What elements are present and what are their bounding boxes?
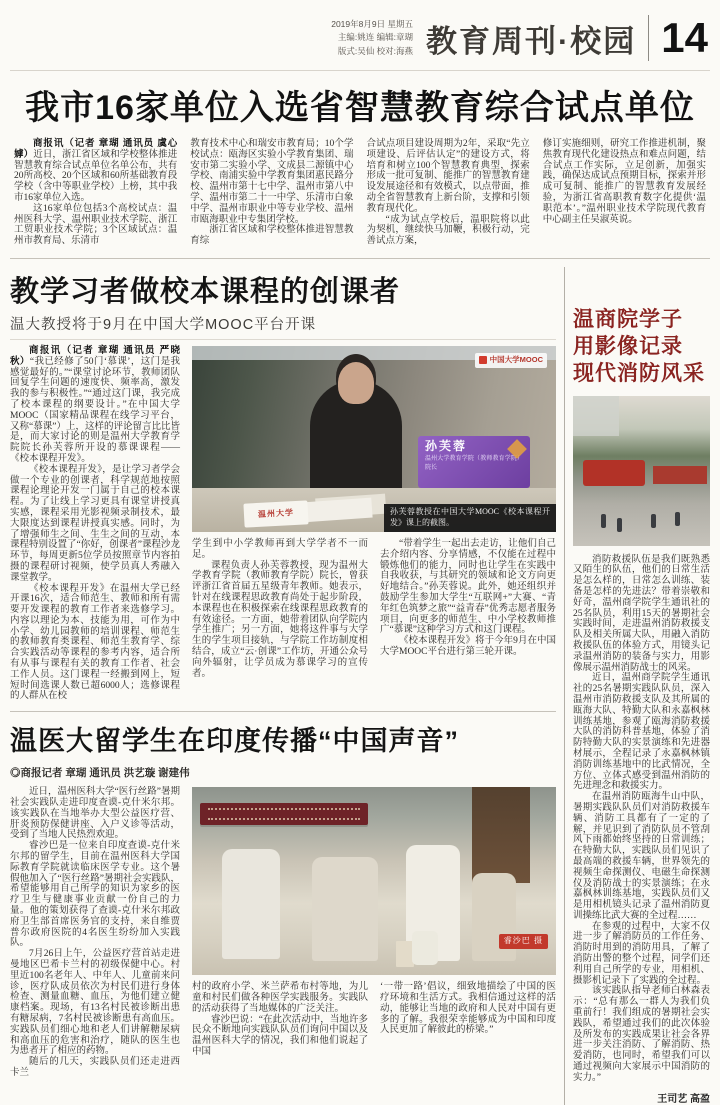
article3-column-1: 近日，温州医科大学“医行丝路”暑期社会实践队走进印度查谟-克什米尔邦。该实践队在当地举办大型公益医疗营、肝炎预防保健讲座、入户义诊等活动，受到了当地人民热烈欢迎。 睿沙巴是一位来自印度查谟-克什米尔邦的留学生，目前在温州医科大学国际教育学院就读临床医学专业。这个暑假他加入了“医行丝路”暑期社会实践队，希望能够用自己所学的知识为家乡的医疗卫生与健康事业贡献一份自己的力量。他的策划获得了查谟-克什米尔邦政府卫生部首席医务官的支持，来自维贾普尔政府医院的4名医生纷纷加入实践队。 7月26日上午，公益医疗营首站走进曼地区巴希卡兰村的初级保健中心。村里近100名老年人、中年人、儿童前来问诊，医疗队成员依次为村民们进行身体检查、测量血糖、血压，为他们建立健康档案。现场，有13名村民被诊断出患有糖尿病，7名村民被诊断患有高血压。实践队员们细心地和老人们讲解糖尿病和高血压的危害和治疗，随队的医生也为患者开了相应的药物。 随后的几天，实践队员们还走进西卡兰: [10, 787, 180, 1078]
patient-figure: [312, 857, 378, 961]
article2-right: [192, 346, 556, 702]
firefighter-figure: [617, 518, 622, 532]
article-mooc-course: [10, 267, 556, 702]
speaker-title: 温州大学教育学院（教师教育学院）院长: [425, 455, 523, 471]
article3-body: [10, 787, 556, 1079]
article1-column-1: 商报讯（记者 章瑚 通讯员 虞心嫭）近日，浙江省区域和学校整体推进智慧教育综合试点单位名单公布，共有20所高校、20个区域和60所基础教育段学校（含中等职业学校）上榜，其中我市16家单位入选。 这16家单位包括3个高校试点：温州医科大学、温州职业技术学院、浙江工贸职业技术学院；3个区域试点：温州市教育局、乐清市: [14, 139, 178, 247]
article2-column-3: “带着学生一起出去走访，让他们自己去介绍内容、分享情感，不仅能在过程中锻炼他们的能力，同时也让学生在实践中自我收获，与其研究的领域和论文方向更好地结合。”孙芙蓉说。此外，她还组织并鼓励学生参加大学生“互联网+”大赛、“青年红色筑梦之旅”“益青春”优秀志愿者服务项目，向更多的师范生、中小学校教师推广“慕课”这种学习方式和这门课程。 《校本课程开发》将于今年9月在中国大学MOOC平台进行第三轮开课。: [380, 538, 556, 657]
section-masthead: 教育周刊·校园: [425, 23, 637, 59]
article-india-medical: [10, 719, 556, 1079]
mooc-logo-icon: [479, 356, 487, 364]
staff-line-editors: 主编:姚连 编辑:章瑚: [337, 32, 413, 43]
article3-right: [192, 787, 556, 1079]
article2-photo-mooc-screenshot: [192, 346, 556, 532]
main-left-column: [10, 267, 556, 1105]
article2-headline: 教学习者做校本课程的创课者: [10, 275, 401, 308]
lead-credit: （记者 章瑚 通讯员 虞心嫭）: [14, 139, 178, 160]
article2-lower-columns: [192, 539, 556, 679]
firefighter-figure: [675, 512, 680, 526]
staff-line-layout: 版式:吴仙 校对:海燕: [337, 45, 413, 56]
article1-column-4: 修订实施细则，研究工作推进机制，聚焦教育现代化建设热点和难点问题，结合试点工作实际，立足创新，加强实践，确保达成试点预期目标，探索并形成可复制、能推广的智慧教育发展经验，为浙江省高职教育数字化提供‘温职范本’。”温州职业技术学院现代教育中心副主任吴淑英说。: [542, 139, 706, 225]
building: [573, 396, 619, 436]
sidebar-byline: 王司艺 高盈: [657, 1093, 710, 1105]
page-header: [10, 0, 710, 71]
article3-headline: 温医大留学生在印度传播“中国声音”: [10, 726, 459, 757]
article-rule: [10, 711, 556, 712]
article3-column-2: 村的政府小学、米兰萨希布村等地，为儿童和村民们做各种医学实践服务。实践队的活动获得了当地媒体的广泛关注。 睿沙巴说：“在此次活动中，当地许多民众不断地向实践队队员们询问中国以及温州医科大学的情况，我们和他们说起了中国: [192, 982, 368, 1058]
fire-truck: [583, 460, 645, 486]
photo-caption: 孙芙蓉教授在中国大学MOOC《校本课程开发》课上的截图。: [384, 504, 556, 532]
lead-label: 商报讯: [33, 139, 65, 149]
mooc-logo-text: 中国大学MOOC: [489, 354, 543, 364]
article2-column-2: 学生到中小学教师再到大学学者不一而足。 课程负责人孙芙蓉教授，现为温州大学教育学院（教师教育学院）院长，曾获评浙江省首届五星级青年教师。她表示，针对在线课程思政教育尚处于起步阶段，本课程也在积极探索在线课程思政教育的有效途径。一方面，她带着团队向学院内学生推广；另一方面，她将这件事与大学生的学生项目接轨，与学院工作坊制度相结合，成立“云·创课”工作坊，开通公众号向外辐射，让学员成为慕课学习的宣传者。: [192, 538, 368, 679]
medicine-jar: [412, 931, 438, 965]
article2-body: [10, 346, 556, 702]
article1-headline: 我市16家单位入选省智慧教育综合试点单位: [25, 89, 695, 127]
article3-column-3: ‘一带一路’倡议，细致地描绘了中国的医疗环境和生活方式。我相信通过这样的活动，能够让当地的政府和人民对中国有更多的了解。我很荣幸能够成为中国和印度人民更加了解彼此的桥梁。”: [380, 982, 556, 1036]
sidebar-photo-fire-drill: [573, 396, 710, 546]
article-smart-education: [10, 80, 710, 258]
publication-info: [331, 18, 413, 58]
firefighter-figure: [601, 514, 606, 528]
header-divider: [648, 15, 649, 61]
doorway: [472, 787, 530, 883]
sidebar-title: 温商院学子 用影像记录 现代消防风采: [573, 307, 705, 385]
article1-column-3: 合试点项目建设周期为2年，采取“先立项建设、后评估认定”的建设方式，将培育和树立100个智慧教育典型，探索形成一批可复制、能推广的智慧教育建设发展途径和有效模式，以点带面，推动全省智慧教育上新台阶，支撑和引领教育现代化。 “成为试点学校后，温职院将以此为契机，继续快马加鞭，积极行动，完善试点方案，: [366, 139, 530, 247]
page-number: 14: [661, 14, 708, 61]
photo-credit: 睿沙巴 摄: [499, 934, 548, 949]
subhead-rule: [10, 339, 556, 340]
date-line: 2019年8月9日 星期五: [331, 19, 413, 30]
sidebar-body: 消防救援队伍是我们既熟悉又陌生的队伍，他们的日常生活是怎么样的，日常怎么训练、装备是怎样的先进法？带着崇敬和好奇，温州商学院学生通讯社的25名队员，利用15天的暑期社会实践时间，走进温州消防救援支队及相关所属大队，用融入消防救援队伍的体验方式，用镜头记录温州消防的装备与实力，用影像展示温州消防战士的风采。 近日，温州商学院学生通讯社的25名暑期实践队队员，深入温州市消防救援支队及其所属的瓯海大队、特勤大队和永嘉枫林训练基地，参观了瓯海消防救援大队的消防科普基地，体验了消防特勤大队的实景演练和先进器材展示，全程记录了永嘉枫林镇消防训练基地中的比武情况，全方位、立体式感受到温州消防的先进理念和救援实力。 在温州消防瓯海牛山中队，暑期实践队队员们对消防救援车辆、消防工具都有了一定的了解，并见识到了消防队员不管刮风下雨都始终坚持的日常训练；在特勤大队，实践队员们见识了最高端的救援车辆，世界领先的视频生命探测仪、电磁生命探测仪及消防战士的实景演练；在永嘉枫林训练基地，实践队员们又是用相机镜头记录了温州消防夏训操练比武大赛的全过程…… 在参观的过程中，大家不仅进一步了解消防员的工作任务、消防时用到的消防用具，了解了消防出警的整个过程，同学们还利用自己所学的专业，用相机、摄影机记录下了实践的全过程。 该实践队指导老师白林森表示：“总有那么一群人为我们负重前行！我们组成的暑期社会实践队，希望通过我们的此次体验及所发布的实践成果让社会各界进一步关注消防、了解消防、热爱消防，也同时，希望我们可以通过视频向大家展示中国消防的实力。”: [573, 554, 710, 1083]
firefighter-figure: [651, 514, 656, 528]
sidebar-fire-story: [573, 267, 710, 1105]
lead-label: 商报讯: [29, 345, 62, 356]
desk-nameplate: 温州大学: [243, 500, 308, 527]
article1-column-2: 教育技术中心和瑞安市教育局；10个学校试点：瓯海区实验小学教育集团、瑞安市第二实验小学、文成县二源镇中心学校、南浦实验中学教育集团惠民路分校、温州市第十七中学、温州市第八中学、温州市第二十一中学、乐清市白象中学、温州市职业中等专业学校、温州市瓯海职业中专集团学校。 浙江省区域和学校整体推进智慧教育综: [190, 139, 354, 247]
lead-credit: （记者 章瑚 通讯员 严晓秋）: [10, 345, 180, 367]
vertical-rule: [564, 267, 565, 1105]
article3-lower-columns: [192, 982, 556, 1058]
speaker-info-card: [418, 436, 530, 488]
speaker-name: 孙芙蓉: [425, 438, 468, 453]
article2-subhead: 温大教授将于9月在中国大学MOOC平台开课: [10, 316, 317, 333]
main-area: [10, 259, 710, 1105]
mooc-platform-logo: [475, 353, 547, 368]
professor-head: [338, 362, 374, 404]
patient-figure: [222, 849, 280, 959]
article1-body: [10, 136, 710, 258]
article2-column-1: 商报讯（记者 章瑚 通讯员 严晓秋）“我已经修了50门‘慕课’，这门是我感觉最好的。”“课堂讨论环节，教师团队回复学生问题的速度快、频率高，激发我的参与积极性。”“通过这门课，我完成了校本课程的纲要设计。”在中国大学MOOC（国家精品课程在线学习平台，又称“慕课”）上，这样的评论留言比比皆是，而大家讨论的则是温州大学教育学院院长孙芙蓉所开设的慕课课程——《校本课程开发》。 《校本课程开发》，是让学习者学会做一个专业的创课者，科学规范地按照课程论理论开发一门属于自己的校本课程。为了让线上学习更具有课堂讲授真实感，课程采用光影视频录制技术，最大限度达到课程讲授真实感。同时，为了增强师生之间、生生之间的互动，本课程特别设置了“你好，创课者”课程沙龙环节，每周更新5位学员按照章节内容拍摄的课程研讨视频，使学员真人秀融入课堂教学。 《校本课程开发》在温州大学已经开课16次，适合师范生、教师和所有需要开发课程的教育工作者来选修学习。内容以理论为本、技能为用，可作为中小学、幼儿园教师的培训课程、师范生的教师教育类课程、师范生教育学、综合实践活动等课程的参考内容，适合所有从事与课程有关的教育工作者、社会工作人员。这门课程一经搬到网上，短短时间选课人数已超6000人；选修课程的人群从在校: [10, 345, 180, 702]
silk-road-banner: [200, 803, 368, 825]
article3-byline: ◎商报记者 章瑚 通讯员 洪艺璇 谢建伟: [10, 767, 190, 780]
article3-photo-medical-camp: [192, 787, 556, 975]
